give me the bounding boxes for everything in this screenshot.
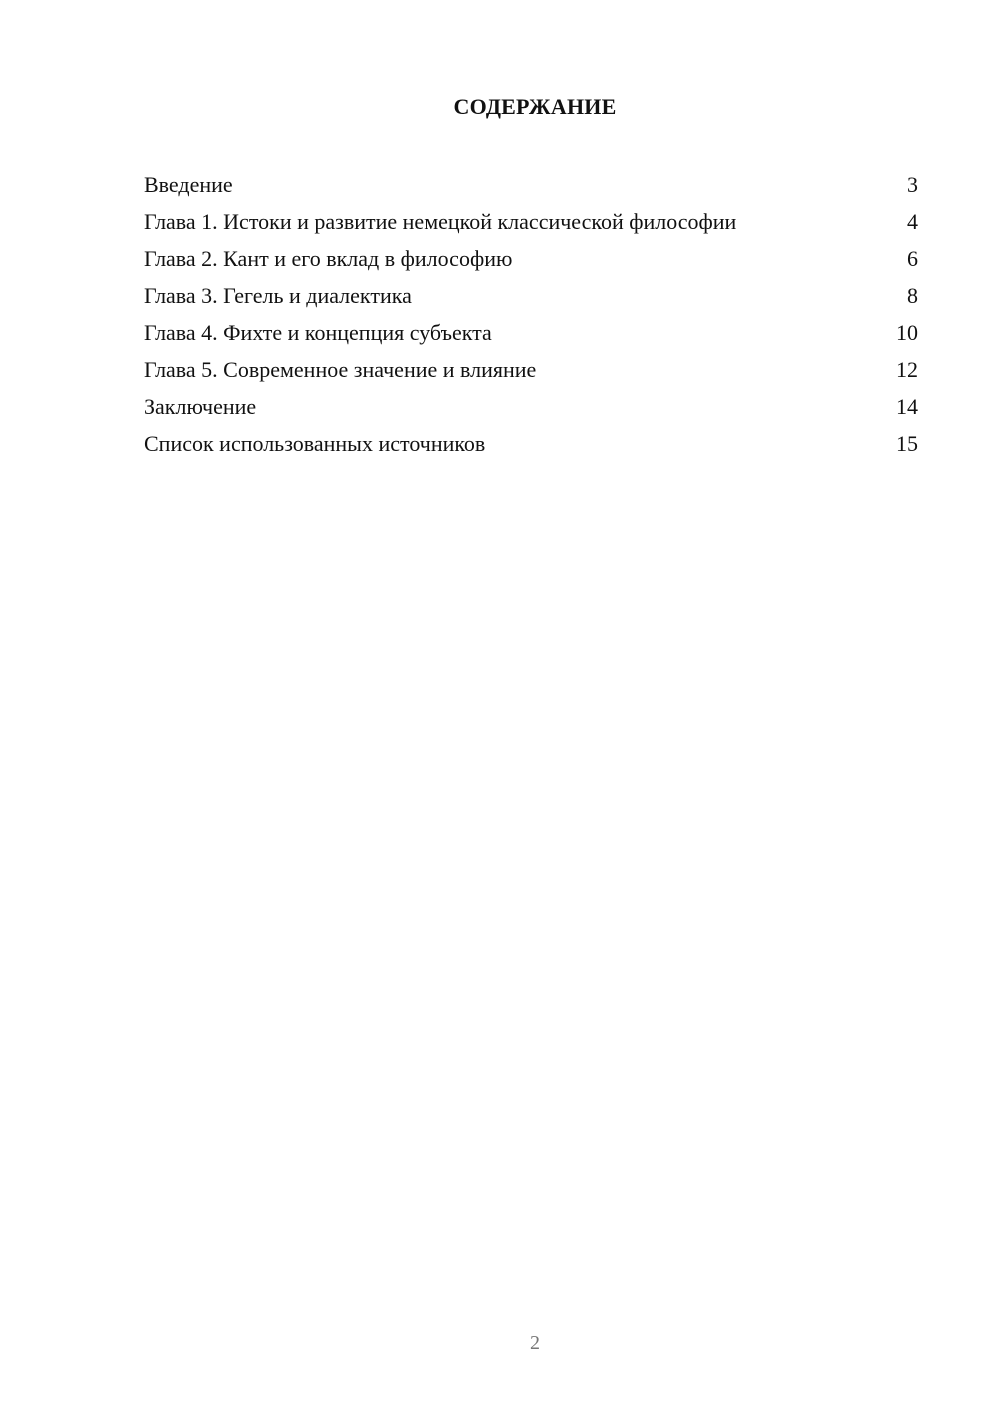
toc-entry-references — [144, 427, 918, 464]
toc-entry-label: Глава 3. Гегель и диалектика — [144, 283, 412, 308]
toc-entry-label: Глава 2. Кант и его вклад в философию — [144, 246, 513, 271]
toc-entry-chapter-5 — [144, 353, 918, 390]
toc-entry-label: Глава 4. Фихте и концепция субъекта — [144, 320, 492, 345]
toc-entry-page: 6 — [907, 246, 918, 271]
toc-entry-label: Глава 5. Современное значение и влияние — [144, 357, 537, 382]
page-title: СОДЕРЖАНИЕ — [453, 94, 617, 119]
toc-entry-page: 10 — [896, 320, 918, 345]
toc-entry-page: 15 — [896, 431, 918, 456]
toc-entry-page: 8 — [907, 283, 918, 308]
toc-entry-chapter-1 — [144, 205, 918, 242]
toc-entry-label: Заключение — [144, 394, 257, 419]
page-number: 2 — [530, 1332, 540, 1354]
toc-entry-page: 4 — [907, 209, 918, 234]
toc-entry-conclusion — [144, 390, 918, 427]
toc-entry-label: Глава 1. Истоки и развитие немецкой классической философии — [144, 209, 737, 234]
toc-entry-label: Введение — [144, 172, 233, 197]
toc-entry-chapter-4 — [144, 316, 918, 353]
toc-entry-page: 3 — [907, 172, 918, 197]
toc-entry-page: 14 — [896, 394, 918, 419]
table-of-contents — [144, 168, 918, 464]
toc-entry-label: Список использованных источников — [144, 431, 486, 456]
toc-entry-chapter-3 — [144, 279, 918, 316]
toc-entry-chapter-2 — [144, 242, 918, 279]
toc-entry-page: 12 — [896, 357, 918, 382]
toc-entry-introduction — [144, 168, 918, 205]
